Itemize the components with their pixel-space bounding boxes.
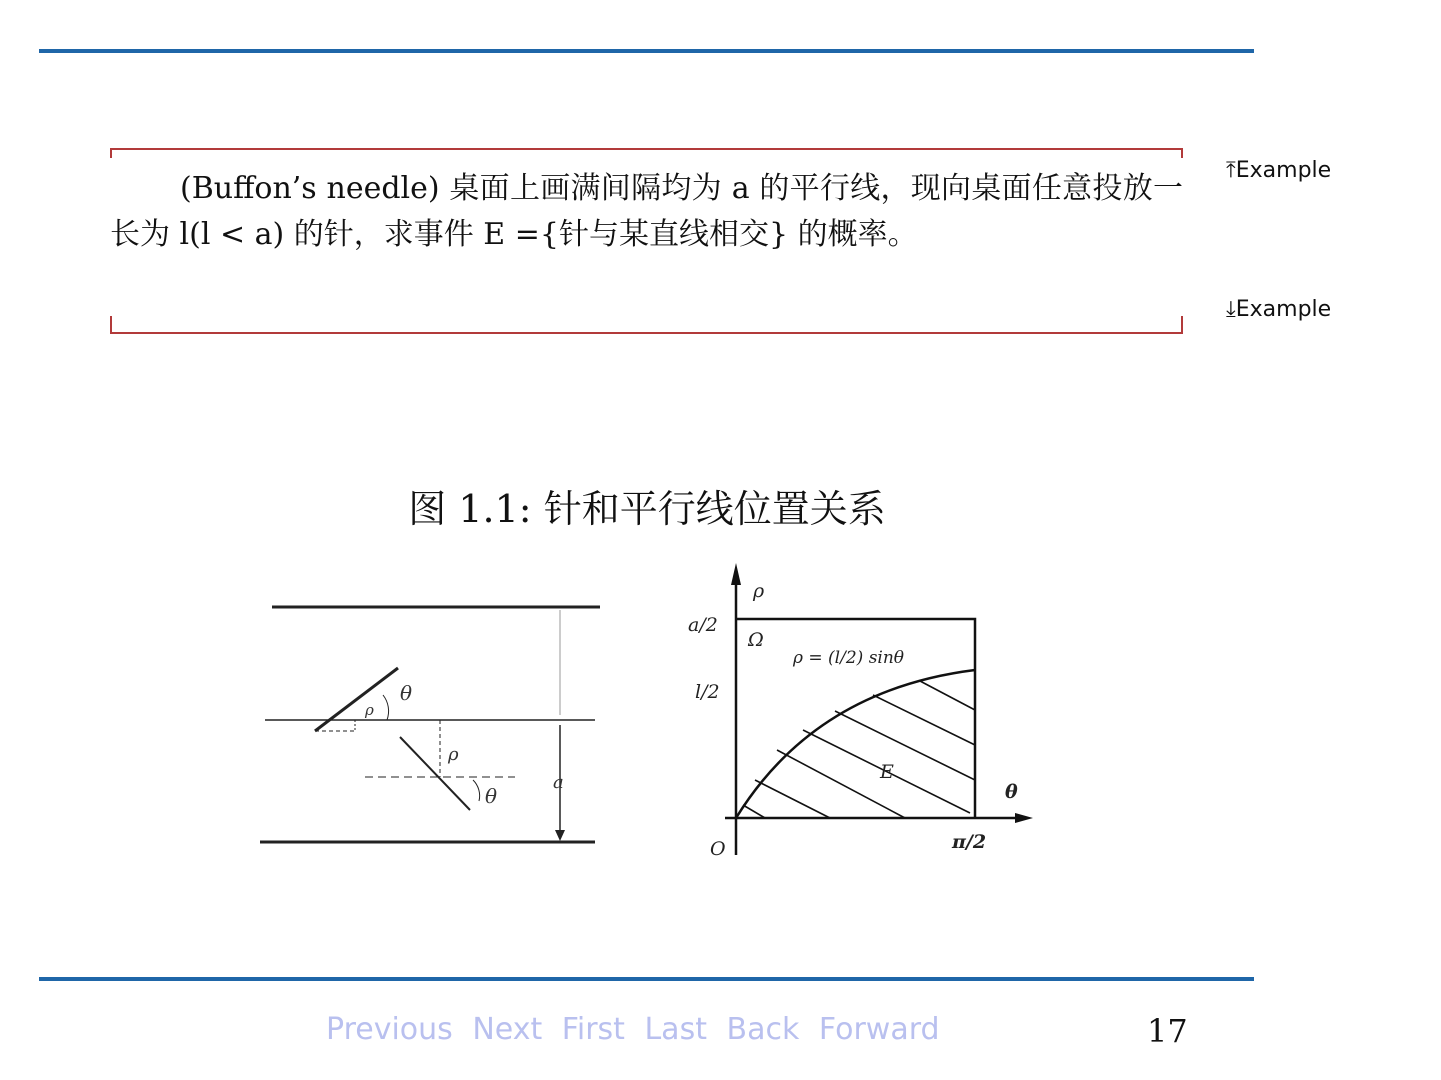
example-box-bottom-border: [110, 332, 1183, 334]
example-text: (Buffon’s needle) 桌面上画满间隔均为 a 的平行线，现向桌面任意投放一长为 l(l < a) 的针，求事件 E ={针与某直线相交} 的概率。: [110, 171, 1183, 252]
nav-previous-link[interactable]: Previous: [326, 1012, 453, 1047]
up-arrow-icon: ⤒: [1226, 158, 1236, 183]
l-half-label: l/2: [695, 681, 720, 703]
angle-arc: [473, 780, 480, 801]
bottom-rule: [39, 977, 1254, 981]
example-bottom-label: Example: [1235, 297, 1332, 322]
nav-first-link[interactable]: First: [561, 1012, 625, 1047]
figure-svg: [255, 555, 1035, 875]
arrow-head: [555, 830, 565, 841]
nav-last-link[interactable]: Last: [644, 1012, 707, 1047]
nav-next-link[interactable]: Next: [472, 1012, 543, 1047]
rho-label: ρ: [448, 744, 459, 765]
theta-axis-label: θ: [1005, 781, 1018, 803]
example-box: [110, 148, 1183, 334]
example-top-link[interactable]: [1226, 158, 1331, 183]
corner-tick: [1181, 148, 1183, 158]
omega-label: Ω: [748, 629, 764, 651]
nav-forward-link[interactable]: Forward: [818, 1012, 940, 1047]
example-bottom-link[interactable]: [1226, 297, 1331, 322]
figure-caption: 图 1.1: 针和平行线位置关系: [408, 487, 886, 531]
curve-equation-label: ρ = (l/2) sinθ: [793, 648, 905, 668]
arrow-head: [731, 563, 741, 585]
origin-label: O: [710, 838, 726, 860]
a-half-label: a/2: [688, 614, 718, 636]
hatching: [743, 681, 975, 818]
angle-arc: [383, 695, 389, 720]
page-number: 17: [1147, 1012, 1188, 1050]
arrow-head: [1015, 813, 1033, 823]
a-label: a: [553, 772, 564, 793]
theta-label: θ: [485, 784, 498, 808]
sine-curve: [736, 670, 975, 818]
event-e-label: E: [880, 761, 894, 783]
top-rule: [39, 49, 1254, 53]
nav-back-link[interactable]: Back: [726, 1012, 800, 1047]
sample-space-diagram: [725, 563, 1033, 855]
pi-half-label: π/2: [952, 831, 987, 853]
theta-label: θ: [400, 681, 413, 705]
needle-free: [400, 737, 470, 810]
rho-axis-label: ρ: [753, 580, 765, 602]
rho-label: ρ: [365, 701, 374, 719]
down-arrow-icon: ⤓: [1226, 297, 1236, 322]
parallel-lines-diagram: [260, 607, 600, 842]
left-diagram-labels: [364, 681, 564, 808]
navigation-bar: [326, 1012, 950, 1047]
figure: [255, 555, 1035, 875]
corner-tick: [110, 148, 112, 158]
example-box-top-border: [110, 148, 1183, 150]
example-top-label: Example: [1235, 158, 1332, 183]
